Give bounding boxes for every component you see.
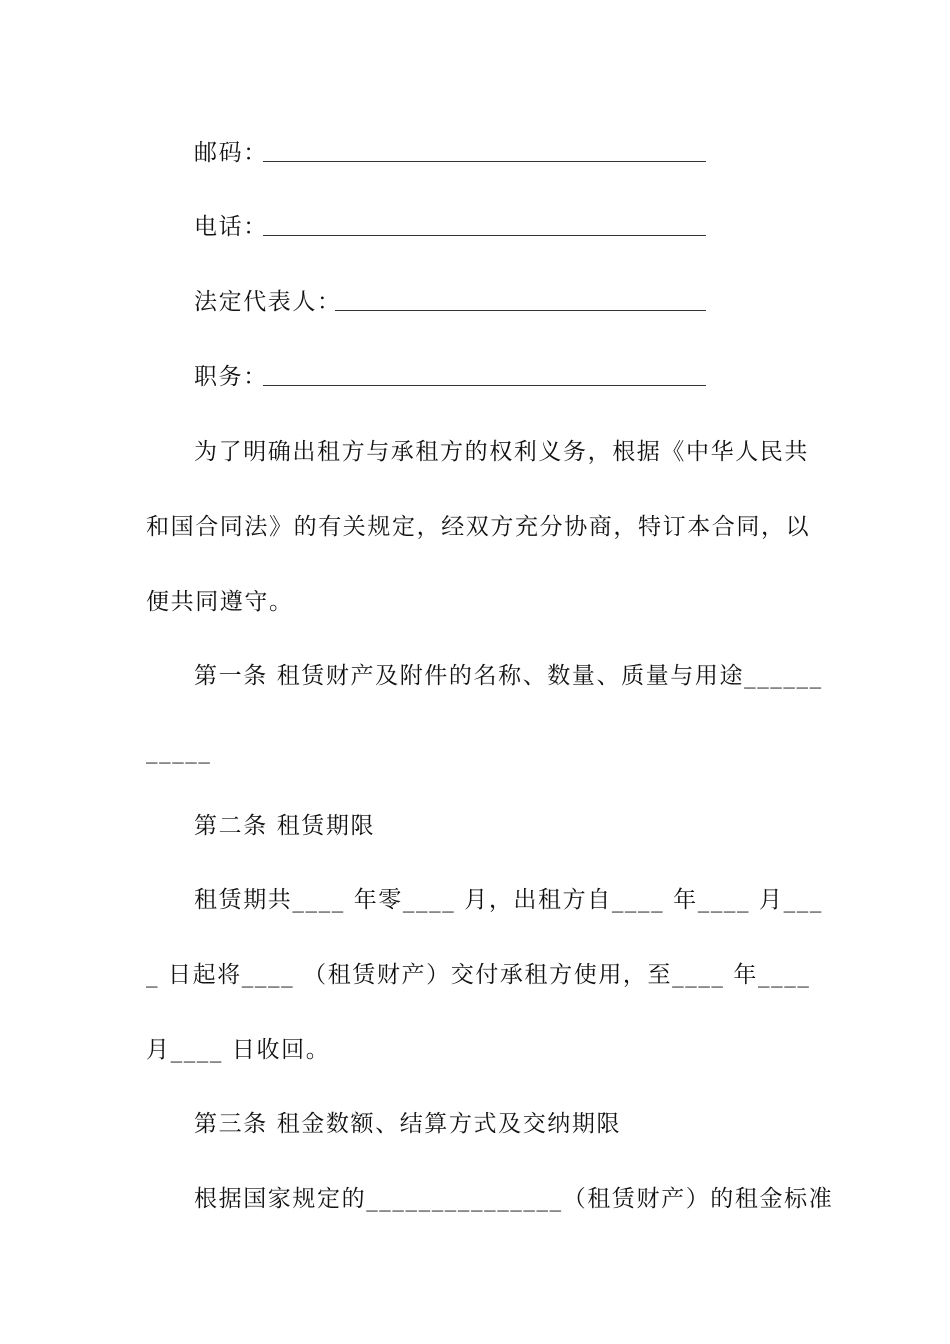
article-3-line-1: 根据国家规定的_______________（租赁财产）的租金标准 — [194, 1186, 834, 1212]
article-1-line-1: 第一条 租赁财产及附件的名称、数量、质量与用途______ — [194, 663, 823, 689]
position-label: 职务： — [194, 364, 268, 390]
phone-label: 电话： — [194, 214, 268, 240]
article-1-line-2: _____ — [146, 738, 212, 764]
article-2-line-3: 月____ 日收回。 — [146, 1037, 331, 1063]
preamble-line-1: 为了明确出租方与承租方的权利义务，根据《中华人民共 — [194, 439, 809, 465]
article-3-title: 第三条 租金数额、结算方式及交纳期限 — [194, 1111, 622, 1137]
article-2-line-2: _ 日起将____ （租赁财产）交付承租方使用，至____ 年____ — [146, 962, 811, 988]
postcode-blank-line — [263, 161, 706, 162]
article-2-line-1: 租赁期共____ 年零____ 月，出租方自____ 年____ 月___ — [194, 887, 823, 913]
position-blank-line — [263, 385, 706, 386]
legal-rep-blank-line — [335, 310, 706, 311]
article-2-title: 第二条 租赁期限 — [194, 813, 376, 839]
preamble-line-2: 和国合同法》的有关规定，经双方充分协商，特订本合同，以 — [146, 514, 811, 540]
preamble-line-3: 便共同遵守。 — [146, 589, 294, 615]
phone-blank-line — [263, 235, 706, 236]
postcode-label: 邮码： — [194, 140, 268, 166]
legal-rep-label: 法定代表人： — [194, 289, 342, 315]
